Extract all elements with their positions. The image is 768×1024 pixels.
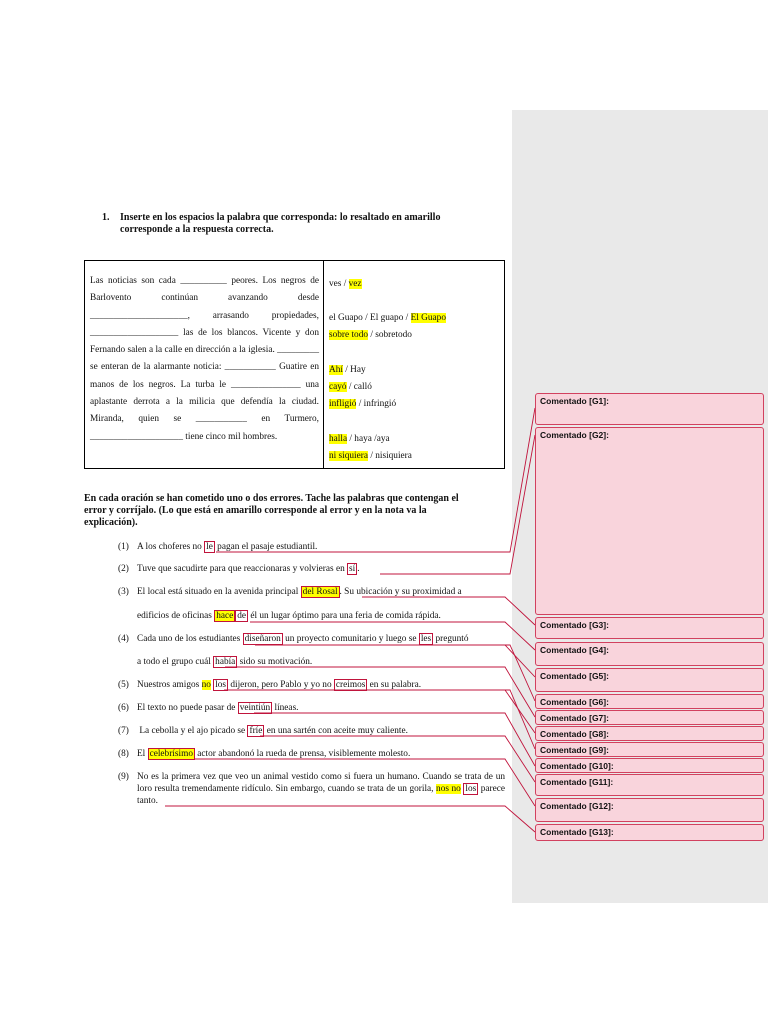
comment-g8[interactable]	[535, 726, 764, 741]
comment-label: Comentado [G4]:	[540, 645, 609, 655]
leader-g13	[165, 806, 535, 832]
leader-g6	[460, 645, 535, 701]
comment-g4[interactable]	[535, 642, 764, 666]
comment-label: Comentado [G10]:	[540, 761, 614, 771]
fill-in-table	[84, 260, 505, 469]
comment-g3[interactable]	[535, 617, 764, 639]
comment-label: Comentado [G13]:	[540, 827, 614, 837]
option-4: Ahí / Hay	[329, 365, 366, 375]
option-2: el Guapo / El guapo / El Guapo	[329, 313, 446, 323]
correct-answer: El Guapo	[410, 313, 446, 323]
sentence-7: (7) La cebolla y el ajo picado se fríe en una sartén con aceite muy caliente.	[118, 726, 408, 736]
error-mark: de	[237, 611, 247, 621]
option-1: ves / vez	[329, 279, 362, 289]
comment-label: Comentado [G7]:	[540, 713, 609, 723]
error-mark: celebrísimo	[149, 749, 193, 759]
error-highlight: nos no	[436, 784, 461, 794]
sentence-8: (8) El celebrísimo actor abandonó la rueda de prensa, visiblemente molesto.	[118, 749, 411, 759]
comment-label: Comentado [G12]:	[540, 801, 614, 811]
section2-instruction-line1: En cada oración se han cometido uno o dos errores. Tache las palabras que contengan el	[84, 493, 459, 504]
sentence-9: No es la primera vez que veo un animal vestido como si fuera un humano. Cuando se trata de un loro resulta tremendamente ridículo. Sin embargo, cuando se trata de un gorila, nos no los parece tanto.	[137, 772, 506, 806]
error-mark: los	[465, 784, 477, 794]
error-mark: le	[206, 542, 213, 552]
comment-g11[interactable]	[535, 774, 764, 796]
comment-g9[interactable]	[535, 742, 764, 757]
comment-label: Comentado [G3]:	[540, 620, 609, 630]
error-mark: sí	[349, 564, 356, 574]
option-3: sobre todo / sobretodo	[329, 330, 412, 340]
comment-label: Comentado [G11]:	[540, 777, 614, 787]
correct-answer: vez	[348, 279, 362, 289]
correct-answer: cayó	[329, 382, 347, 392]
error-mark: había	[215, 657, 236, 667]
error-mark: los	[215, 680, 227, 690]
section1-instruction-line2: corresponde a la respuesta correcta.	[120, 224, 274, 235]
comment-g1[interactable]	[535, 393, 764, 425]
option-8: ni siquiera / nisiquiera	[329, 451, 412, 461]
sentence-3: (3) El local está situado en la avenida principal del Rosal . Su ubicación y su proximidad a	[118, 587, 462, 597]
comment-g13[interactable]	[535, 824, 764, 841]
comment-g7[interactable]	[535, 710, 764, 725]
comment-label: Comentado [G1]:	[540, 396, 609, 406]
option-7: halla / haya /aya	[329, 434, 390, 444]
sentence-4-line2: a todo el grupo cuál había sido su motivación.	[137, 657, 313, 667]
section1-instruction	[120, 212, 440, 236]
comment-label: Comentado [G5]:	[540, 671, 609, 681]
comment-g5[interactable]	[535, 668, 764, 692]
comment-label: Comentado [G8]:	[540, 729, 609, 739]
error-mark: creimos	[335, 680, 366, 690]
correct-answer: ni siquiera	[329, 451, 368, 461]
sentence-9-number: (9)	[118, 772, 129, 782]
comment-g12[interactable]	[535, 798, 764, 822]
error-mark: diseñaron	[244, 634, 281, 644]
correct-answer: halla	[329, 434, 348, 444]
sentence-1: (1) A los choferes no le pagan el pasaje estudiantil.	[118, 542, 318, 552]
correct-answer: Ahí	[329, 365, 343, 375]
option-6: infligió / infringió	[329, 399, 397, 409]
correct-answer: sobre todo	[329, 330, 368, 340]
section2-instruction	[84, 493, 459, 529]
section1-number: 1.	[102, 212, 110, 223]
error-mark: del Rosal	[302, 587, 338, 597]
section1-instruction-line1: Inserte en los espacios la palabra que corresponda: lo resaltado en amarillo	[120, 212, 441, 223]
error-mark: les	[420, 634, 432, 644]
section2-instruction-line3: explicación).	[84, 517, 138, 528]
error-mark: hace	[216, 611, 234, 621]
error-highlight: no	[201, 680, 211, 690]
comment-label: Comentado [G2]:	[540, 430, 609, 440]
sentence-4: (4) Cada uno de los estudiantes diseñaron un proyecto comunitario y luego se les preguntó	[118, 634, 469, 644]
sentence-5: (5) Nuestros amigos no los dijeron, pero Pablo y yo no creimos en su palabra.	[118, 680, 422, 690]
sentence-2: (2) Tuve que sacudirte para que reaccionaras y volvieras en sí .	[118, 564, 360, 574]
error-mark: fríe	[249, 726, 263, 736]
fill-in-paragraph: Las noticias son cada __________ peores. Los negros de Barlovento continúan avanzando desde _____________________, arrasando propiedades, ___________________ las de los blancos. Vicente y don Fernando salen a la calle en dirección a la iglesia. _________ se enteran de la alarmante noticia: ___________ Guatire en manos de los negros. La turba le _______________ una aplastante derrota a la milicia que defendía la ciudad. Miranda, quien se ___________ en Turmero, ____________________ tiene cinco mil hombres.	[90, 276, 319, 442]
sentence-3-line2: edificios de oficinas hace de él un lugar óptimo para una feria de comida rápida.	[137, 611, 441, 621]
comment-g2[interactable]	[535, 427, 764, 615]
comment-label: Comentado [G9]:	[540, 745, 609, 755]
correct-answer: infligió	[329, 399, 357, 409]
sentence-6: (6) El texto no puede pasar de veintiún líneas.	[118, 703, 299, 713]
comment-g6[interactable]	[535, 694, 764, 709]
error-mark: veintiún	[239, 703, 271, 713]
option-5: cayó / calló	[329, 382, 372, 392]
paragraph-cell	[85, 261, 324, 469]
comment-g10[interactable]	[535, 758, 764, 773]
section2-instruction-line2: error y corríjalo. (Lo que está en amarillo corresponde al error y en la nota va la	[84, 505, 427, 516]
comment-label: Comentado [G6]:	[540, 697, 609, 707]
